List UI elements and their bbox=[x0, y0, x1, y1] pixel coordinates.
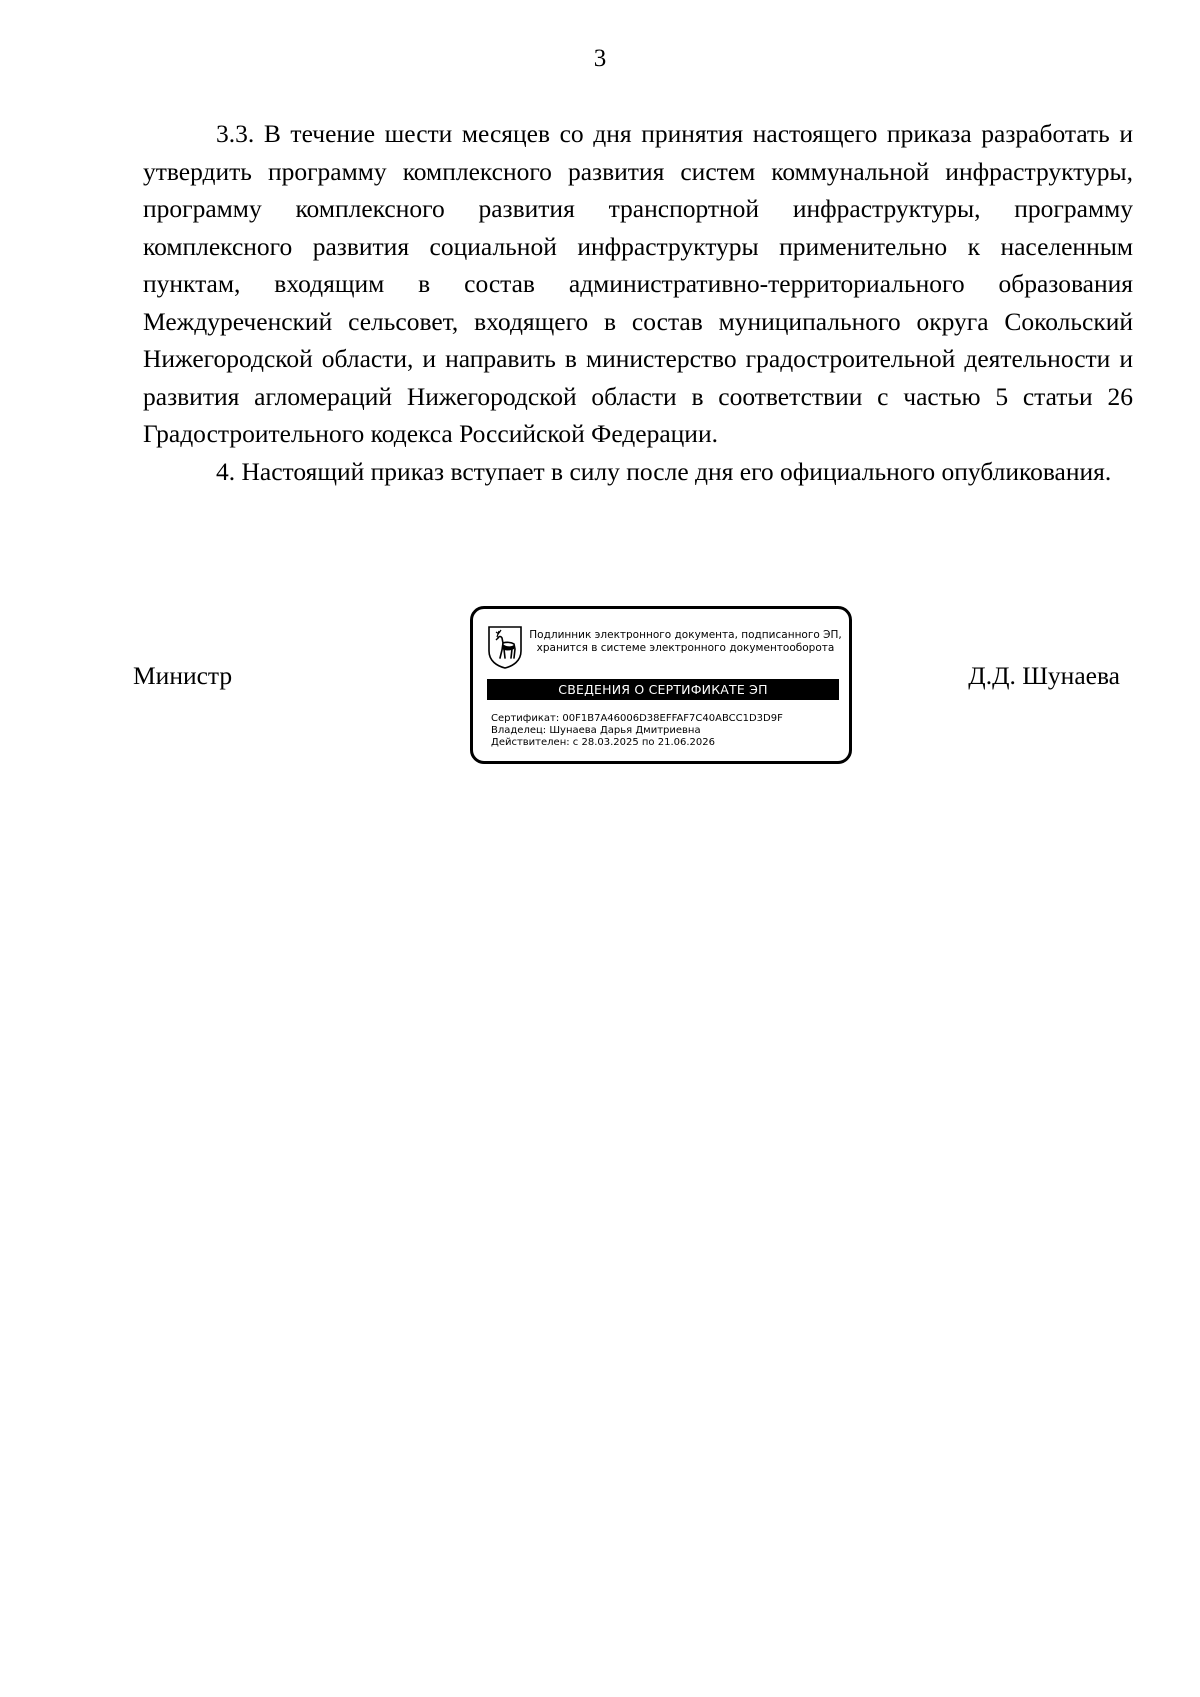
stamp-certificate-header: СВЕДЕНИЯ О СЕРТИФИКАТЕ ЭП bbox=[487, 679, 839, 700]
certificate-owner: Владелец: Шунаева Дарья Дмитриевна bbox=[491, 725, 701, 736]
paragraph-4: 4. Настоящий приказ вступает в силу после дня его официального опубликования. bbox=[216, 456, 1112, 486]
signer-title: Министр bbox=[133, 661, 233, 690]
stamp-note: Подлинник электронного документа, подписанного ЭП, хранится в системе электронного документооборота bbox=[529, 629, 842, 654]
electronic-signature-stamp bbox=[470, 606, 852, 764]
document-body bbox=[143, 115, 1133, 490]
certificate-validity: Действителен: с 28.03.2025 по 21.06.2026 bbox=[491, 737, 715, 748]
signer-name: Д.Д. Шунаева bbox=[968, 661, 1120, 690]
coat-of-arms-icon bbox=[487, 625, 523, 669]
page-number: 3 bbox=[593, 45, 607, 72]
paragraph-3-3: 3.3. В течение шести месяцев со дня принятия настоящего приказа разработать и утвердить программу комплексного развития систем коммунальной инфраструктуры, программу комплексного развития транспортной инфраструктуры, программу комплексного развития социальной инфраструктуры применительно к населенным пунктам, входящим в состав административно-территориального образования Междуреченский сельсовет, входящего в состав муниципального округа Сокольский Нижегородской области, и направить в министерство градостроительной деятельности и развития агломераций Нижегородской области в соответствии с частью 5 статьи 26 Градостроительного кодекса Российской Федерации. bbox=[143, 119, 1133, 448]
signature-block bbox=[0, 606, 1200, 766]
stamp-certificate-details bbox=[491, 713, 783, 749]
certificate-number: Сертификат: 00F1B7A46006D38EFFAF7C40ABCC1D3D9F bbox=[491, 713, 783, 724]
